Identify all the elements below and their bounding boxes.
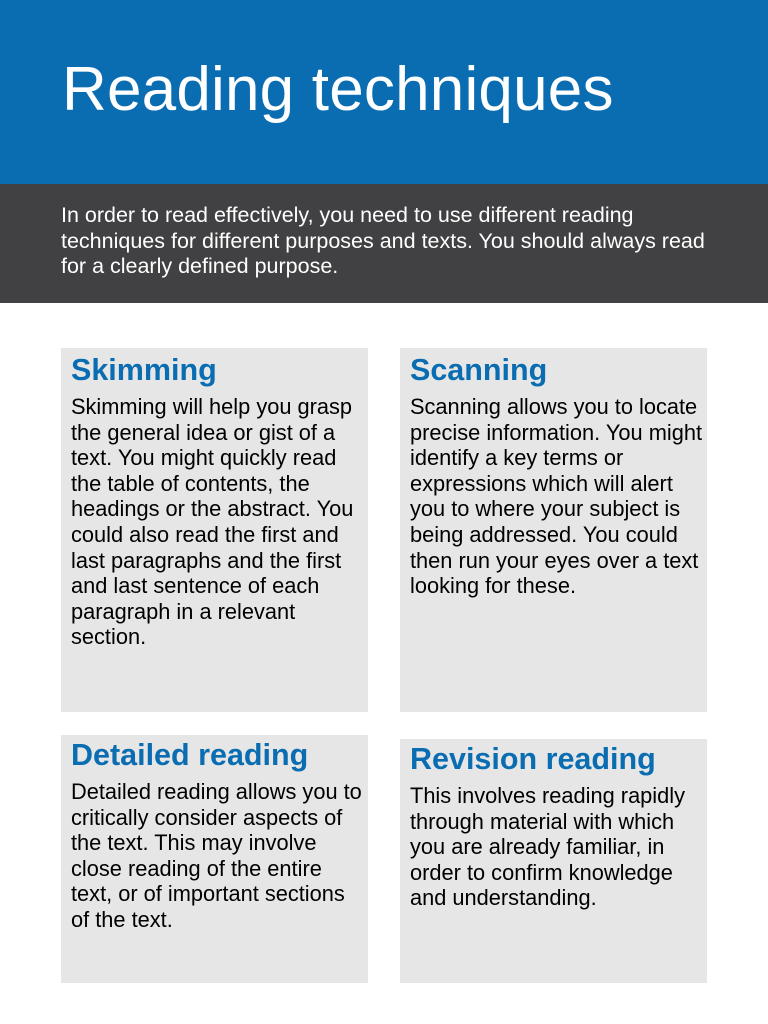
revision-reading-card: [400, 739, 707, 983]
title-banner: [0, 0, 768, 184]
revision-reading-heading: Revision reading: [410, 742, 656, 776]
detailed-reading-heading: Detailed reading: [71, 738, 309, 772]
scanning-text: Scanning allows you to locate precise information. You might identify a key terms or expressions which will alert you to where your subject is being addressed. You could then run your eyes over a text looking for these.: [410, 394, 703, 599]
revision-reading-text: This involves reading rapidly through material with which you are already familiar, in order to confirm knowledge and understanding.: [410, 783, 686, 911]
scanning-heading: Scanning: [410, 353, 548, 387]
intro-text: In order to read effectively, you need to use different reading techniques for different purposes and texts. You should always read for a clearly defined purpose.: [61, 203, 705, 279]
intro-banner: [0, 184, 768, 303]
detailed-reading-card: [61, 735, 368, 983]
skimming-text: Skimming will help you grasp the general idea or gist of a text. You might quickly read the table of contents, the headings or the abstract. You could also read the first and last paragraphs and the first and last sentence of each paragraph in a relevant section.: [71, 394, 354, 650]
skimming-card: [61, 348, 368, 712]
page-title: Reading techniques: [62, 55, 614, 124]
scanning-card: [400, 348, 707, 712]
skimming-heading: Skimming: [71, 353, 217, 387]
detailed-reading-text: Detailed reading allows you to critically consider aspects of the text. This may involve close reading of the entire text, or of important sections of the text.: [71, 779, 362, 932]
